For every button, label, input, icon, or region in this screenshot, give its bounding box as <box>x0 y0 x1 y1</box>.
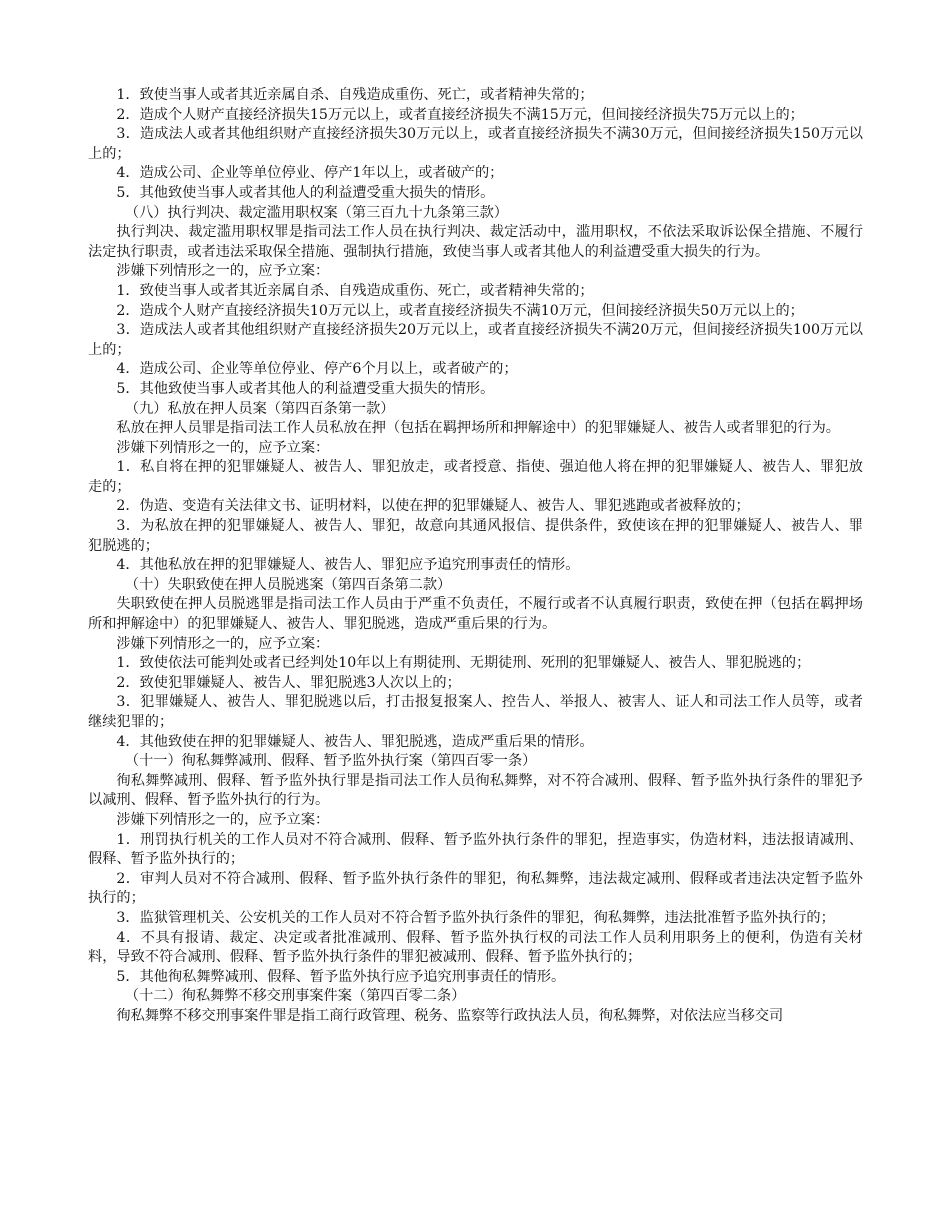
paragraph: 2．伪造、变造有关法律文书、证明材料，以使在押的犯罪嫌疑人、被告人、罪犯逃跑或者被释放的； <box>116 498 750 515</box>
paragraph: 3．犯罪嫌疑人、被告人、罪犯脱逃以后，打击报复报案人、控告人、举报人、被害人、证人和司法工作人员等，或者继续犯罪的； <box>88 694 863 730</box>
paragraph: 4．其他私放在押的犯罪嫌疑人、被告人、罪犯应予追究刑事责任的情形。 <box>116 557 580 574</box>
document-body <box>88 86 863 1027</box>
paragraph: 4．造成公司、企业等单位停业、停产6个月以上，或者破产的； <box>116 361 518 378</box>
paragraph: 1．致使当事人或者其近亲属自杀、自残造成重伤、死亡，或者精神失常的； <box>116 87 594 103</box>
paragraph: 2．审判人员对不符合减刑、假释、暂予监外执行条件的罪犯，徇私舞弊，违法裁定减刑、假释或者违法决定暂予监外执行的； <box>88 870 863 907</box>
paragraph: 涉嫌下列情形之一的，应予立案： <box>116 263 330 280</box>
paragraph: 3．监狱管理机关、公安机关的工作人员对不符合暂予监外执行条件的罪犯，徇私舞弊，违法批准暂予监外执行的； <box>116 909 835 926</box>
paragraph: 涉嫌下列情形之一的，应予立案： <box>116 635 330 652</box>
paragraph: 2．造成个人财产直接经济损失15万元以上，或者直接经济损失不满15万元，但间接经济损失75万元以上的； <box>116 106 804 123</box>
section-heading: （十）失职致使在押人员脱逃案（第四百条第二款） <box>124 576 452 593</box>
paragraph: 1．致使当事人或者其近亲属自杀、自残造成重伤、死亡，或者精神失常的； <box>116 282 594 299</box>
paragraph: 1．私自将在押的犯罪嫌疑人、被告人、罪犯放走，或者授意、指使、强迫他人将在押的犯罪嫌疑人、被告人、罪犯放走的； <box>88 459 863 495</box>
paragraph: 4．不具有报请、裁定、决定或者批准减刑、假释、暂予监外执行权的司法工作人员利用职务上的便利，伪造有关材料，导致不符合减刑、假释、暂予监外执行条件的罪犯被减刑、假释、暂予监外执行的； <box>88 929 863 966</box>
paragraph: 1．刑罚执行机关的工作人员对不符合减刑、假释、暂予监外执行条件的罪犯，捏造事实，伪造材料，违法报请减刑、假释、暂予监外执行的； <box>88 831 863 868</box>
section-heading: （十二）徇私舞弊不移交刑事案件案（第四百零二条） <box>124 988 466 1005</box>
paragraph: 5．其他徇私舞弊减刑、假释、暂予监外执行应予追究刑事责任的情形。 <box>116 968 566 985</box>
paragraph: 私放在押人员罪是指司法工作人员私放在押（包括在羁押场所和押解途中）的犯罪嫌疑人、被告人或者罪犯的行为。 <box>116 420 840 437</box>
paragraph: 3．为私放在押的犯罪嫌疑人、被告人、罪犯，故意向其通风报信、提供条件，致使该在押的犯罪嫌疑人、被告人、罪犯脱逃的； <box>88 518 863 554</box>
section-heading: （九）私放在押人员案（第四百条第一款） <box>124 400 395 417</box>
paragraph: 1．致使依法可能判处或者已经判处10年以上有期徒刑、无期徒刑、死刑的犯罪嫌疑人、被告人、罪犯脱逃的； <box>116 655 811 672</box>
paragraph: 执行判决、裁定滥用职权罪是指司法工作人员在执行判决、裁定活动中，滥用职权，不依法采取诉讼保全措施、不履行法定执行职责，或者违法采取保全措施、强制执行措施，致使当事人或者其他人的利益遭受重大损失的行为。 <box>88 224 863 260</box>
paragraph: 4．造成公司、企业等单位停业、停产1年以上，或者破产的； <box>116 165 504 182</box>
paragraph: 4．其他致使在押的犯罪嫌疑人、被告人、罪犯脱逃，造成严重后果的情形。 <box>116 733 594 750</box>
paragraph: 失职致使在押人员脱逃罪是指司法工作人员由于严重不负责任，不履行或者不认真履行职责，致使在押（包括在羁押场所和押解途中）的犯罪嫌疑人、被告人、罪犯脱逃，造成严重后果的行为。 <box>88 596 863 633</box>
paragraph: 涉嫌下列情形之一的，应予立案： <box>116 439 330 456</box>
section-heading: （十一）徇私舞弊减刑、假释、暂予监外执行案（第四百零一条） <box>124 753 537 770</box>
paragraph: 2．致使犯罪嫌疑人、被告人、罪犯脱逃3人次以上的； <box>116 674 461 691</box>
paragraph: 5．其他致使当事人或者其他人的利益遭受重大损失的情形。 <box>116 380 495 397</box>
paragraph: 徇私舞弊不移交刑事案件罪是指工商行政管理、税务、监察等行政执法人员，徇私舞弊，对依法应当移交司 <box>116 1007 784 1024</box>
section-heading: （八）执行判决、裁定滥用职权案（第三百九十九条第三款） <box>124 204 508 221</box>
paragraph: 2．造成个人财产直接经济损失10万元以上，或者直接经济损失不满10万元，但间接经济损失50万元以上的； <box>116 302 804 319</box>
paragraph: 3．造成法人或者其他组织财产直接经济损失30万元以上，或者直接经济损失不满30万元，但间接经济损失150万元以上的； <box>88 126 863 162</box>
paragraph: 3．造成法人或者其他组织财产直接经济损失20万元以上，或者直接经济损失不满20万元，但间接经济损失100万元以上的； <box>88 322 863 358</box>
paragraph: 5．其他致使当事人或者其他人的利益遭受重大损失的情形。 <box>116 184 495 201</box>
paragraph: 徇私舞弊减刑、假释、暂予监外执行罪是指司法工作人员徇私舞弊，对不符合减刑、假释、暂予监外执行条件的罪犯予以减刑、假释、暂予监外执行的行为。 <box>88 772 863 809</box>
paragraph: 涉嫌下列情形之一的，应予立案： <box>116 811 330 828</box>
